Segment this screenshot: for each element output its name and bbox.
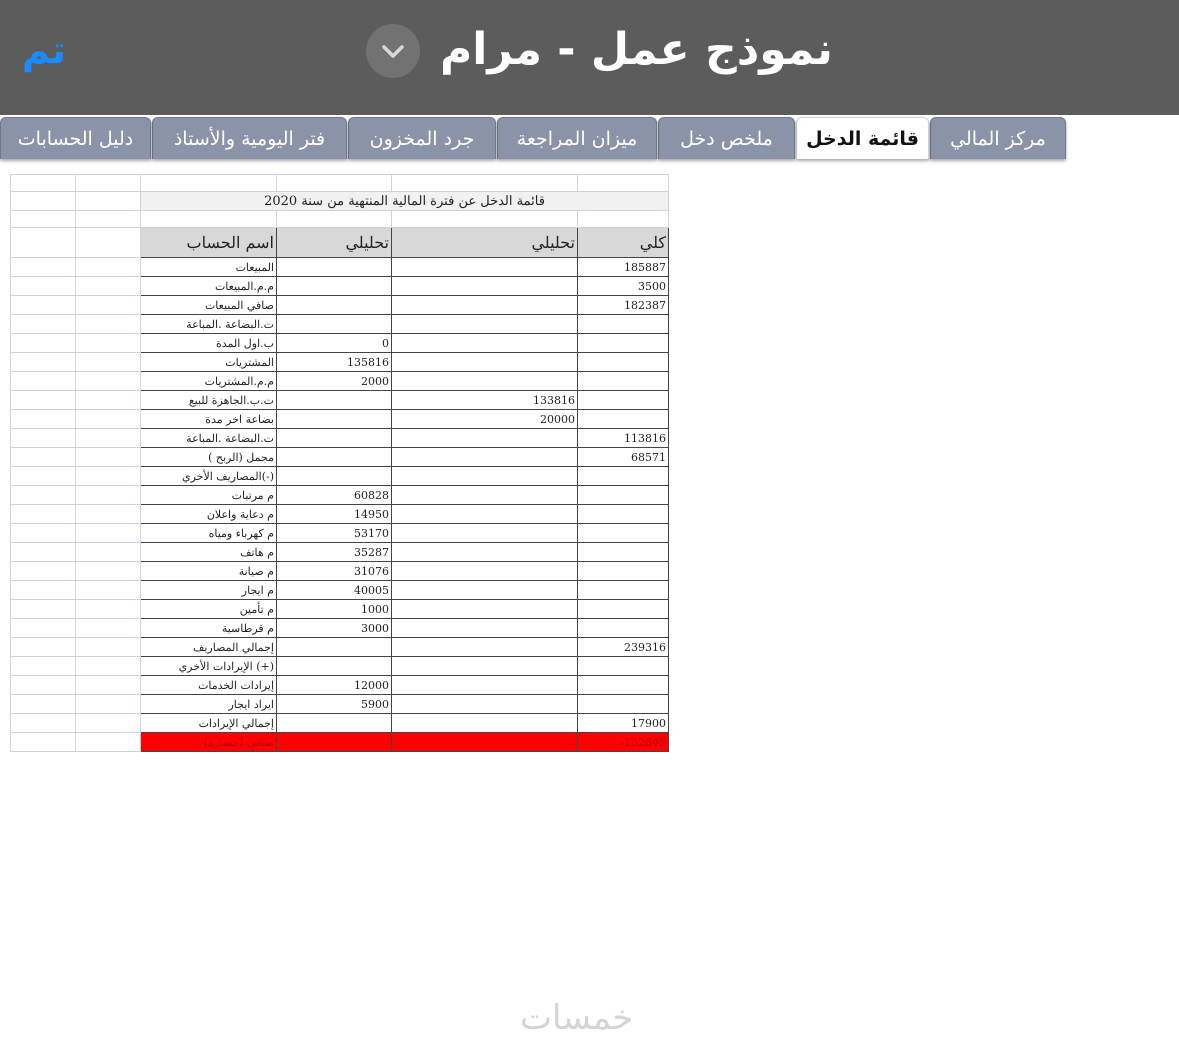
empty-cell[interactable] bbox=[11, 543, 76, 562]
tab-inventory[interactable]: جرد المخزون bbox=[348, 117, 496, 159]
total-cell[interactable]: 113816 bbox=[578, 429, 669, 448]
empty-cell[interactable] bbox=[11, 372, 76, 391]
empty-cell[interactable] bbox=[76, 657, 141, 676]
empty-cell[interactable] bbox=[76, 505, 141, 524]
account-name-cell[interactable]: م صيانة bbox=[141, 562, 277, 581]
done-button[interactable]: تم bbox=[22, 28, 67, 72]
empty-cell[interactable] bbox=[11, 315, 76, 334]
account-name-cell[interactable]: (-)المصاريف الأخري bbox=[141, 467, 277, 486]
analytic-2-cell[interactable] bbox=[392, 353, 578, 372]
total-cell[interactable]: 3500 bbox=[578, 277, 669, 296]
analytic-2-cell[interactable] bbox=[392, 543, 578, 562]
total-cell[interactable] bbox=[578, 467, 669, 486]
table-row bbox=[11, 524, 669, 543]
total-cell[interactable]: 68571 bbox=[578, 448, 669, 467]
account-name-cell[interactable]: إجمالي الإيرادات bbox=[141, 714, 277, 733]
header-account-name[interactable]: اسم الحساب bbox=[141, 228, 277, 258]
total-cell[interactable] bbox=[578, 353, 669, 372]
total-cell[interactable]: 17900 bbox=[578, 714, 669, 733]
empty-cell[interactable] bbox=[76, 543, 141, 562]
table-row bbox=[11, 638, 669, 657]
total-cell[interactable] bbox=[578, 372, 669, 391]
empty-cell[interactable] bbox=[11, 448, 76, 467]
account-name-cell[interactable]: م دعاية واعلان bbox=[141, 505, 277, 524]
empty-cell[interactable] bbox=[11, 505, 76, 524]
analytic-1-cell[interactable]: 135816 bbox=[277, 353, 392, 372]
account-name-cell[interactable]: ت.البضاعة .المباعة bbox=[141, 429, 277, 448]
analytic-2-cell[interactable] bbox=[392, 505, 578, 524]
analytic-2-cell[interactable] bbox=[392, 733, 578, 752]
analytic-2-cell[interactable] bbox=[392, 372, 578, 391]
analytic-1-cell[interactable] bbox=[277, 467, 392, 486]
table-row bbox=[11, 562, 669, 581]
account-name-cell[interactable]: المبيعات bbox=[141, 258, 277, 277]
empty-cell[interactable] bbox=[76, 524, 141, 543]
empty-cell[interactable] bbox=[11, 733, 76, 752]
empty-cell[interactable] bbox=[11, 486, 76, 505]
total-cell[interactable] bbox=[578, 562, 669, 581]
total-cell[interactable] bbox=[578, 334, 669, 353]
chevron-down-icon bbox=[381, 40, 405, 62]
account-name-cell[interactable]: م قرطاسية bbox=[141, 619, 277, 638]
analytic-2-cell[interactable] bbox=[392, 562, 578, 581]
analytic-2-cell[interactable] bbox=[392, 277, 578, 296]
account-name-cell[interactable]: م هاتف bbox=[141, 543, 277, 562]
empty-cell[interactable] bbox=[11, 619, 76, 638]
empty-cell[interactable] bbox=[76, 467, 141, 486]
analytic-1-cell[interactable]: 3000 bbox=[277, 619, 392, 638]
empty-cell[interactable] bbox=[76, 714, 141, 733]
header-analytic-2[interactable]: تحليلي bbox=[392, 228, 578, 258]
analytic-2-cell[interactable] bbox=[392, 714, 578, 733]
empty-cell[interactable] bbox=[11, 657, 76, 676]
account-name-cell[interactable]: م تأمين bbox=[141, 600, 277, 619]
total-cell[interactable]: 182387 bbox=[578, 296, 669, 315]
empty-cell[interactable] bbox=[11, 429, 76, 448]
account-name-cell[interactable]: إيرادات الخدمات bbox=[141, 676, 277, 695]
table-row bbox=[11, 315, 669, 334]
analytic-1-cell[interactable] bbox=[277, 296, 392, 315]
analytic-1-cell[interactable] bbox=[277, 315, 392, 334]
account-name-cell[interactable]: صافي المبيعات bbox=[141, 296, 277, 315]
analytic-1-cell[interactable]: 14950 bbox=[277, 505, 392, 524]
analytic-2-cell[interactable] bbox=[392, 296, 578, 315]
account-name-cell[interactable]: (+) الإيرادات الأخري bbox=[141, 657, 277, 676]
analytic-2-cell[interactable] bbox=[392, 448, 578, 467]
analytic-2-cell[interactable] bbox=[392, 676, 578, 695]
tab-financial-position[interactable]: مركز المالي bbox=[930, 117, 1066, 159]
income-statement-grid bbox=[10, 174, 669, 752]
empty-cell[interactable] bbox=[76, 258, 141, 277]
empty-cell[interactable] bbox=[76, 277, 141, 296]
empty-cell[interactable] bbox=[11, 562, 76, 581]
title-dropdown-button[interactable] bbox=[366, 24, 420, 78]
analytic-1-cell[interactable]: 0 bbox=[277, 334, 392, 353]
analytic-1-cell[interactable]: 5900 bbox=[277, 695, 392, 714]
total-cell[interactable] bbox=[578, 543, 669, 562]
analytic-1-cell[interactable]: 60828 bbox=[277, 486, 392, 505]
table-row bbox=[11, 467, 669, 486]
table-row bbox=[11, 410, 669, 429]
analytic-2-cell[interactable] bbox=[392, 581, 578, 600]
analytic-2-cell[interactable] bbox=[392, 429, 578, 448]
total-cell[interactable] bbox=[578, 657, 669, 676]
table-row bbox=[11, 296, 669, 315]
analytic-1-cell[interactable] bbox=[277, 448, 392, 467]
total-cell[interactable] bbox=[578, 676, 669, 695]
empty-cell[interactable] bbox=[76, 486, 141, 505]
account-name-cell[interactable]: ايراد ايجار bbox=[141, 695, 277, 714]
table-row bbox=[11, 448, 669, 467]
empty-cell[interactable] bbox=[11, 391, 76, 410]
total-cell[interactable] bbox=[578, 391, 669, 410]
analytic-2-cell[interactable] bbox=[392, 315, 578, 334]
empty-cell[interactable] bbox=[11, 467, 76, 486]
table-row bbox=[11, 695, 669, 714]
table-row bbox=[11, 600, 669, 619]
empty-cell[interactable] bbox=[76, 353, 141, 372]
empty-cell[interactable] bbox=[76, 410, 141, 429]
analytic-1-cell[interactable] bbox=[277, 258, 392, 277]
total-cell[interactable] bbox=[578, 486, 669, 505]
header-total[interactable]: كلي bbox=[578, 228, 669, 258]
tab-journal-ledger[interactable]: فتر اليومية والأستاذ bbox=[152, 117, 347, 159]
analytic-2-cell[interactable] bbox=[392, 524, 578, 543]
table-row bbox=[11, 505, 669, 524]
empty-cell[interactable] bbox=[11, 334, 76, 353]
empty-cell[interactable] bbox=[11, 581, 76, 600]
sheet-tabs bbox=[0, 117, 1179, 161]
empty-cell[interactable] bbox=[11, 600, 76, 619]
table-row bbox=[11, 486, 669, 505]
empty-cell[interactable] bbox=[76, 296, 141, 315]
total-cell[interactable]: 185887 bbox=[578, 258, 669, 277]
account-name-cell[interactable]: المشتريات bbox=[141, 353, 277, 372]
watermark-logo: خمسات bbox=[520, 998, 634, 1038]
empty-cell[interactable] bbox=[76, 638, 141, 657]
total-cell[interactable] bbox=[578, 524, 669, 543]
analytic-2-cell[interactable] bbox=[392, 486, 578, 505]
table-row bbox=[11, 657, 669, 676]
empty-cell[interactable] bbox=[76, 695, 141, 714]
account-name-cell[interactable]: ت.البضاعة .المباعة bbox=[141, 315, 277, 334]
table-row bbox=[11, 277, 669, 296]
analytic-2-cell[interactable] bbox=[392, 467, 578, 486]
account-name-cell[interactable]: م مرتبات bbox=[141, 486, 277, 505]
empty-cell[interactable] bbox=[76, 562, 141, 581]
empty-cell[interactable] bbox=[11, 410, 76, 429]
account-name-cell[interactable]: ت.ب.الجاهزة للبيع bbox=[141, 391, 277, 410]
header-analytic-1[interactable]: تحليلي bbox=[277, 228, 392, 258]
analytic-2-cell[interactable] bbox=[392, 258, 578, 277]
table-row bbox=[11, 676, 669, 695]
empty-cell[interactable] bbox=[76, 619, 141, 638]
table-row bbox=[11, 258, 669, 277]
table-row bbox=[11, 733, 669, 752]
empty-cell[interactable] bbox=[11, 258, 76, 277]
empty-cell[interactable] bbox=[76, 581, 141, 600]
empty-cell[interactable] bbox=[11, 676, 76, 695]
empty-cell[interactable] bbox=[76, 676, 141, 695]
statement-title[interactable]: قائمة الدخل عن فترة المالية المنتهية من سنة 2020 bbox=[141, 192, 669, 211]
analytic-1-cell[interactable] bbox=[277, 429, 392, 448]
total-cell[interactable] bbox=[578, 410, 669, 429]
analytic-2-cell[interactable] bbox=[392, 334, 578, 353]
tab-income-summary[interactable]: ملخص دخل bbox=[658, 117, 795, 159]
table-row bbox=[11, 619, 669, 638]
empty-cell[interactable] bbox=[76, 429, 141, 448]
analytic-1-cell[interactable] bbox=[277, 733, 392, 752]
table-row bbox=[11, 372, 669, 391]
account-name-cell[interactable]: م ايجار bbox=[141, 581, 277, 600]
tab-trial-balance[interactable]: ميزان المراجعة bbox=[497, 117, 657, 159]
analytic-1-cell[interactable]: 40005 bbox=[277, 581, 392, 600]
empty-cell[interactable] bbox=[11, 296, 76, 315]
empty-cell[interactable] bbox=[76, 733, 141, 752]
analytic-1-cell[interactable]: 1000 bbox=[277, 600, 392, 619]
table-row bbox=[11, 334, 669, 353]
tab-chart-of-accounts[interactable]: دليل الحسابات bbox=[0, 117, 151, 159]
total-cell[interactable] bbox=[578, 581, 669, 600]
account-name-cell[interactable]: بضاعة اخر مدة bbox=[141, 410, 277, 429]
analytic-1-cell[interactable] bbox=[277, 277, 392, 296]
total-cell[interactable] bbox=[578, 600, 669, 619]
empty-cell[interactable] bbox=[11, 695, 76, 714]
table-row bbox=[11, 543, 669, 562]
empty-cell[interactable] bbox=[11, 353, 76, 372]
top-bar bbox=[0, 0, 1179, 115]
table-row bbox=[11, 714, 669, 733]
table-row bbox=[11, 581, 669, 600]
empty-cell[interactable] bbox=[11, 714, 76, 733]
total-cell[interactable] bbox=[578, 315, 669, 334]
total-cell[interactable] bbox=[578, 695, 669, 714]
total-cell[interactable]: -152845 bbox=[578, 733, 669, 752]
tab-income-statement[interactable]: قائمة الدخل bbox=[796, 117, 929, 159]
total-cell[interactable] bbox=[578, 619, 669, 638]
analytic-1-cell[interactable] bbox=[277, 638, 392, 657]
account-name-cell[interactable]: م كهرباء ومياه bbox=[141, 524, 277, 543]
account-name-cell[interactable]: صافي (خسارة) bbox=[141, 733, 277, 752]
empty-cell[interactable] bbox=[11, 277, 76, 296]
empty-cell[interactable] bbox=[11, 638, 76, 657]
account-name-cell[interactable]: م.م.المشتريات bbox=[141, 372, 277, 391]
empty-cell[interactable] bbox=[76, 315, 141, 334]
analytic-1-cell[interactable] bbox=[277, 657, 392, 676]
document-title: نموذج عمل - مرام bbox=[440, 24, 833, 75]
table-row bbox=[11, 391, 669, 410]
analytic-1-cell[interactable]: 2000 bbox=[277, 372, 392, 391]
analytic-2-cell[interactable] bbox=[392, 600, 578, 619]
analytic-2-cell[interactable] bbox=[392, 657, 578, 676]
total-cell[interactable]: 239316 bbox=[578, 638, 669, 657]
table-row bbox=[11, 429, 669, 448]
empty-cell[interactable] bbox=[76, 391, 141, 410]
analytic-2-cell[interactable] bbox=[392, 638, 578, 657]
analytic-1-cell[interactable]: 53170 bbox=[277, 524, 392, 543]
analytic-1-cell[interactable] bbox=[277, 391, 392, 410]
empty-cell[interactable] bbox=[76, 448, 141, 467]
analytic-1-cell[interactable]: 31076 bbox=[277, 562, 392, 581]
analytic-2-cell[interactable]: 20000 bbox=[392, 410, 578, 429]
account-name-cell[interactable]: ب.اول المدة bbox=[141, 334, 277, 353]
analytic-2-cell[interactable]: 133816 bbox=[392, 391, 578, 410]
empty-cell[interactable] bbox=[76, 334, 141, 353]
account-name-cell[interactable]: إجمالي المصاريف bbox=[141, 638, 277, 657]
empty-cell[interactable] bbox=[11, 524, 76, 543]
analytic-2-cell[interactable] bbox=[392, 695, 578, 714]
account-name-cell[interactable]: م.م.المبيعات bbox=[141, 277, 277, 296]
analytic-2-cell[interactable] bbox=[392, 619, 578, 638]
table-row bbox=[11, 353, 669, 372]
account-name-cell[interactable]: مجمل (الربح ) bbox=[141, 448, 277, 467]
total-cell[interactable] bbox=[578, 505, 669, 524]
analytic-1-cell[interactable]: 35287 bbox=[277, 543, 392, 562]
analytic-1-cell[interactable] bbox=[277, 410, 392, 429]
empty-cell[interactable] bbox=[76, 372, 141, 391]
analytic-1-cell[interactable] bbox=[277, 714, 392, 733]
empty-cell[interactable] bbox=[76, 600, 141, 619]
analytic-1-cell[interactable]: 12000 bbox=[277, 676, 392, 695]
